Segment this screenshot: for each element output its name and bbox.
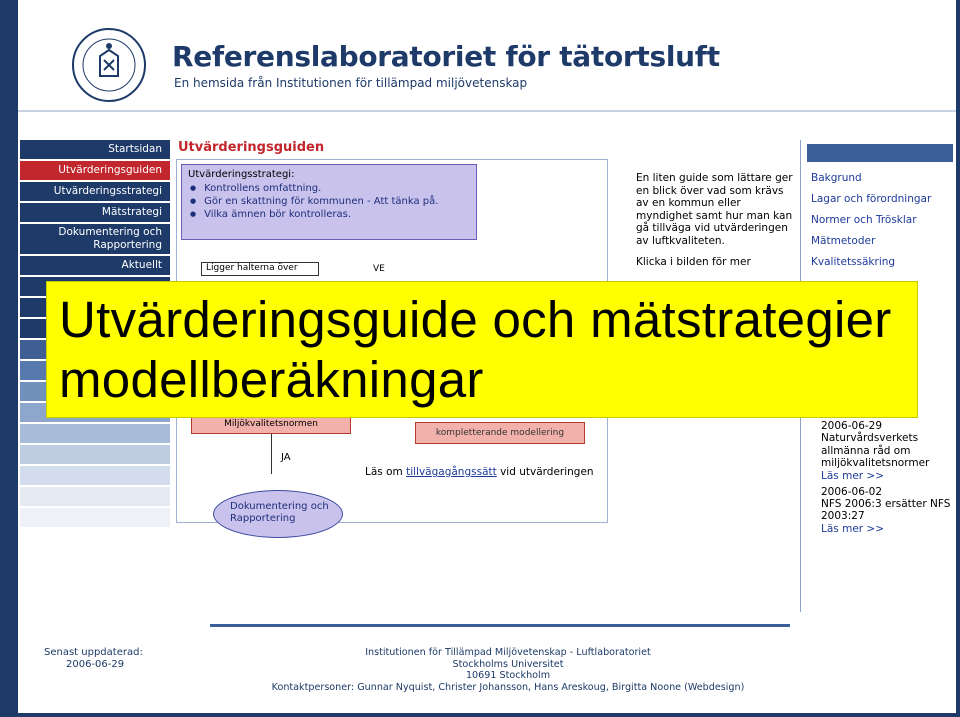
site-subtitle: En hemsida från Institutionen för tillämpad miljövetenskap bbox=[174, 76, 528, 90]
last-updated-label: Senast uppdaterad: bbox=[44, 647, 143, 658]
news-list bbox=[801, 416, 957, 539]
link-normer[interactable]: Normer och Trösklar bbox=[811, 214, 917, 226]
banner-line-1: Utvärderingsguide och mätstrategier bbox=[59, 291, 892, 348]
link-lagar[interactable]: Lagar och förordningar bbox=[811, 193, 932, 205]
sidebar-item-blank[interactable] bbox=[20, 487, 170, 506]
site-header bbox=[18, 0, 956, 110]
site-title: Referenslaboratoriet för tätortsluft bbox=[172, 40, 720, 73]
footer-divider bbox=[210, 624, 790, 627]
footer-address: 10691 Stockholm bbox=[465, 670, 551, 682]
sidebar-item-blank[interactable] bbox=[20, 424, 170, 443]
read-about-suffix: vid utvärderingen bbox=[496, 466, 594, 478]
sidebar-item-aktuellt[interactable]: Aktuellt bbox=[20, 256, 170, 275]
sidebar-item-blank[interactable] bbox=[20, 445, 170, 464]
news-date: 2006-06-29 bbox=[821, 420, 883, 432]
documentation-ellipse[interactable]: Dokumentering och Rapportering bbox=[213, 490, 343, 538]
read-more-link[interactable]: Läs mer >> bbox=[821, 522, 885, 535]
strategy-list bbox=[188, 182, 470, 221]
news-text: NFS 2006:3 ersätter NFS 2003:27 bbox=[821, 497, 951, 522]
flow-question-box[interactable]: Ligger halterna över bbox=[201, 262, 319, 276]
header-divider bbox=[18, 110, 956, 112]
flow-yes-label: JA bbox=[281, 452, 291, 463]
news-text: Naturvårdsverkets allmänna råd om miljökvalitetsnormer bbox=[821, 432, 930, 469]
flow-norm-box[interactable]: Miljökvalitetsnormen bbox=[191, 414, 351, 434]
strategy-box[interactable] bbox=[181, 164, 477, 240]
footer-university: Stockholms Universitet bbox=[452, 658, 564, 670]
strategy-item[interactable]: ● Kontrollens omfattning. bbox=[190, 182, 470, 195]
read-about-prefix: Läs om bbox=[365, 466, 407, 478]
banner-line-2: modellberäkningar bbox=[59, 351, 484, 408]
flow-label-partial: VE bbox=[373, 264, 385, 274]
strategy-item[interactable]: ● Vilka ämnen bör kontrolleras. bbox=[190, 208, 470, 221]
footer-contacts: Kontaktpersoner: Gunnar Nyquist, Christer Johansson, Hans Areskoug, Birgitta Noone (Webdesign) bbox=[271, 681, 745, 693]
guide-intro-text: En liten guide som lättare ger en blick över vad som krävs av en kommun eller myndighet samt hur man kan gå tillväga vid utvärderingen av luftkvaliteten. bbox=[636, 172, 793, 247]
strategy-title: Utvärderingsstrategi: bbox=[188, 169, 295, 180]
sidebar-item-blank[interactable] bbox=[20, 466, 170, 485]
procedure-link[interactable]: tillvägagångssätt bbox=[406, 466, 497, 478]
sidebar-item-dokumentering[interactable]: Dokumentering och Rapportering bbox=[20, 224, 170, 254]
sidebar-item-startsidan[interactable]: Startsidan bbox=[20, 140, 170, 159]
page-title: Utvärderingsguiden bbox=[178, 140, 325, 155]
flow-arrow bbox=[271, 434, 272, 474]
sidebar-item-matstrategi[interactable]: Mätstrategi bbox=[20, 203, 170, 222]
sidebar-item-utvarderingsguiden[interactable]: Utvärderingsguiden bbox=[20, 161, 170, 180]
link-kvalitetssakring[interactable]: Kvalitetssäkring bbox=[811, 256, 896, 268]
guide-description bbox=[636, 172, 796, 276]
footer-contact bbox=[228, 647, 788, 693]
news-date: 2006-06-02 bbox=[821, 485, 883, 498]
flow-modelling-box[interactable]: kompletterande modellering bbox=[415, 422, 585, 444]
guide-click-hint: Klicka i bilden för mer bbox=[636, 255, 751, 268]
overlay-banner bbox=[46, 281, 918, 418]
right-sidebar-header bbox=[807, 144, 953, 162]
read-more-link[interactable]: Läs mer >> bbox=[821, 469, 885, 482]
sidebar-item-blank[interactable] bbox=[20, 508, 170, 527]
footer-institution: Institutionen för Tillämpad Miljövetenskap - Luftlaboratoriet bbox=[365, 647, 651, 658]
link-bakgrund[interactable]: Bakgrund bbox=[811, 172, 862, 184]
sidebar-item-utvarderingsstrategi[interactable]: Utvärderingsstrategi bbox=[20, 182, 170, 201]
strategy-item[interactable]: ● Gör en skattning för kommunen - Att tänka på. bbox=[190, 195, 470, 208]
link-matmetoder[interactable]: Mätmetoder bbox=[811, 235, 876, 247]
last-updated-date: 2006-06-29 bbox=[66, 659, 125, 670]
university-seal-icon[interactable] bbox=[70, 26, 148, 104]
read-about-text bbox=[365, 466, 594, 478]
